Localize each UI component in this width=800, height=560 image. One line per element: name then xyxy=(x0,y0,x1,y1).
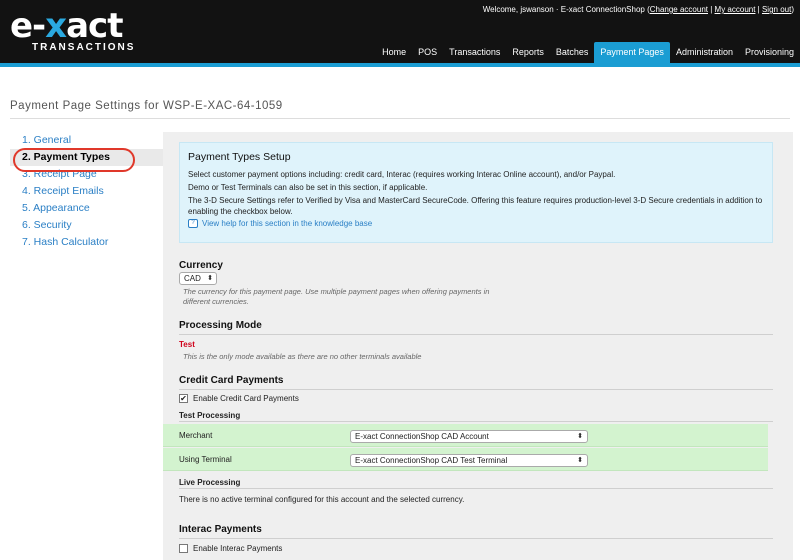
nav-transactions[interactable]: Transactions xyxy=(449,47,501,57)
credit-rule xyxy=(179,389,773,390)
info-title: Payment Types Setup xyxy=(188,151,291,163)
settings-sidebar xyxy=(10,132,165,251)
sidebar-item-hash-calculator[interactable]: 7. Hash Calculator xyxy=(22,236,109,248)
terminal-row xyxy=(163,448,768,471)
enable-credit-checkbox[interactable]: ✔ xyxy=(180,394,187,403)
nav-provisioning[interactable]: Provisioning xyxy=(744,47,794,57)
processing-rule xyxy=(179,334,773,335)
nav-payment-pages[interactable]: Payment Pages xyxy=(594,42,670,63)
nav-home[interactable]: Home xyxy=(382,47,407,57)
sidebar-item-security[interactable]: 6. Security xyxy=(22,219,72,231)
select-arrows-icon: ⬍ xyxy=(577,433,583,440)
interac-rule xyxy=(179,538,773,539)
logo-subtitle: TRANSACTIONS xyxy=(32,42,136,53)
interac-title: Interac Payments xyxy=(179,524,262,535)
test-processing-title: Test Processing xyxy=(179,411,241,420)
title-divider xyxy=(10,118,790,119)
credit-card-title: Credit Card Payments xyxy=(179,375,284,386)
info-line-2: Demo or Test Terminals can also be set in this section, if applicable. xyxy=(188,183,428,192)
select-arrows-icon: ⬍ xyxy=(577,457,583,464)
currency-hint-2: different currencies. xyxy=(183,297,249,306)
currency-hint-1: The currency for this payment page. Use multiple payment pages when offering payments in xyxy=(183,287,490,296)
live-processing-note: There is no active terminal configured for this account and the selected currency. xyxy=(179,495,465,504)
merchant-row xyxy=(163,424,768,447)
live-processing-rule xyxy=(179,488,773,489)
sign-out-link[interactable]: Sign out xyxy=(761,5,792,14)
nav-batches[interactable]: Batches xyxy=(555,47,589,57)
info-line-3: The 3-D Secure Settings refer to Verified by Visa and MasterCard SecureCode. Offering this feature requires production-level 3-D Secure credentials in addition to enabling the checkbox below. xyxy=(188,196,763,216)
sidebar-item-payment-types[interactable]: 2. Payment Types xyxy=(10,149,165,166)
select-arrows-icon: ⬍ xyxy=(207,275,213,282)
enable-interac-checkbox[interactable] xyxy=(179,544,188,553)
sidebar-item-general[interactable]: 1. General xyxy=(22,134,72,146)
nav-reports[interactable]: Reports xyxy=(512,47,544,57)
help-link[interactable] xyxy=(188,219,764,228)
nav-pos[interactable]: POS xyxy=(418,47,438,57)
change-account-link[interactable]: Change account xyxy=(649,5,708,14)
sidebar-item-receipt-emails[interactable]: 4. Receipt Emails xyxy=(22,185,104,197)
currency-title: Currency xyxy=(179,260,223,271)
knowledge-base-icon: ? xyxy=(188,219,198,228)
content-panel xyxy=(163,132,793,560)
currency-select[interactable]: CAD ⬍ xyxy=(179,272,217,285)
nav-underline xyxy=(0,63,800,67)
processing-mode-title: Processing Mode xyxy=(179,320,262,331)
exact-logo[interactable] xyxy=(10,6,150,56)
live-processing-title: Live Processing xyxy=(179,478,241,487)
merchant-label: Merchant xyxy=(179,431,213,440)
merchant-select[interactable]: E-xact ConnectionShop CAD Account ⬍ xyxy=(350,430,588,443)
test-processing-rule xyxy=(179,421,773,422)
sidebar-item-receipt-page[interactable]: 3. Receipt Page xyxy=(22,168,97,180)
info-box xyxy=(179,142,773,243)
my-account-link[interactable]: My account xyxy=(714,5,756,14)
terminal-label: Using Terminal xyxy=(179,455,232,464)
processing-mode-value: Test xyxy=(179,340,195,349)
enable-credit-label: Enable Credit Card Payments xyxy=(193,394,299,403)
user-bar: Welcome, jswanson · E-xact ConnectionShop (Change account | My account | Sign out) xyxy=(482,5,794,14)
highlight-circle xyxy=(13,148,135,172)
enable-interac-label: Enable Interac Payments xyxy=(193,544,283,553)
shop-name: E-xact ConnectionShop ( xyxy=(560,5,650,14)
nav-administration[interactable]: Administration xyxy=(675,47,733,57)
terminal-select[interactable]: E-xact ConnectionShop CAD Test Terminal ⬍ xyxy=(350,454,588,467)
processing-hint: This is the only mode available as there are no other terminals available xyxy=(183,352,422,361)
info-line-1: Select customer payment options including: credit card, Interac (requires working Interac Online account), and/or Paypal. xyxy=(188,170,616,179)
top-header xyxy=(0,0,800,63)
main-nav xyxy=(376,42,800,63)
sidebar-item-appearance[interactable]: 5. Appearance xyxy=(22,202,90,214)
logo-wordmark: e-xact xyxy=(10,6,123,46)
page-title: Payment Page Settings for WSP-E-XAC-64-1059 xyxy=(10,100,283,112)
help-link-text: View help for this section in the knowledge base xyxy=(202,219,373,228)
welcome-text: Welcome, jswanson xyxy=(482,5,554,14)
